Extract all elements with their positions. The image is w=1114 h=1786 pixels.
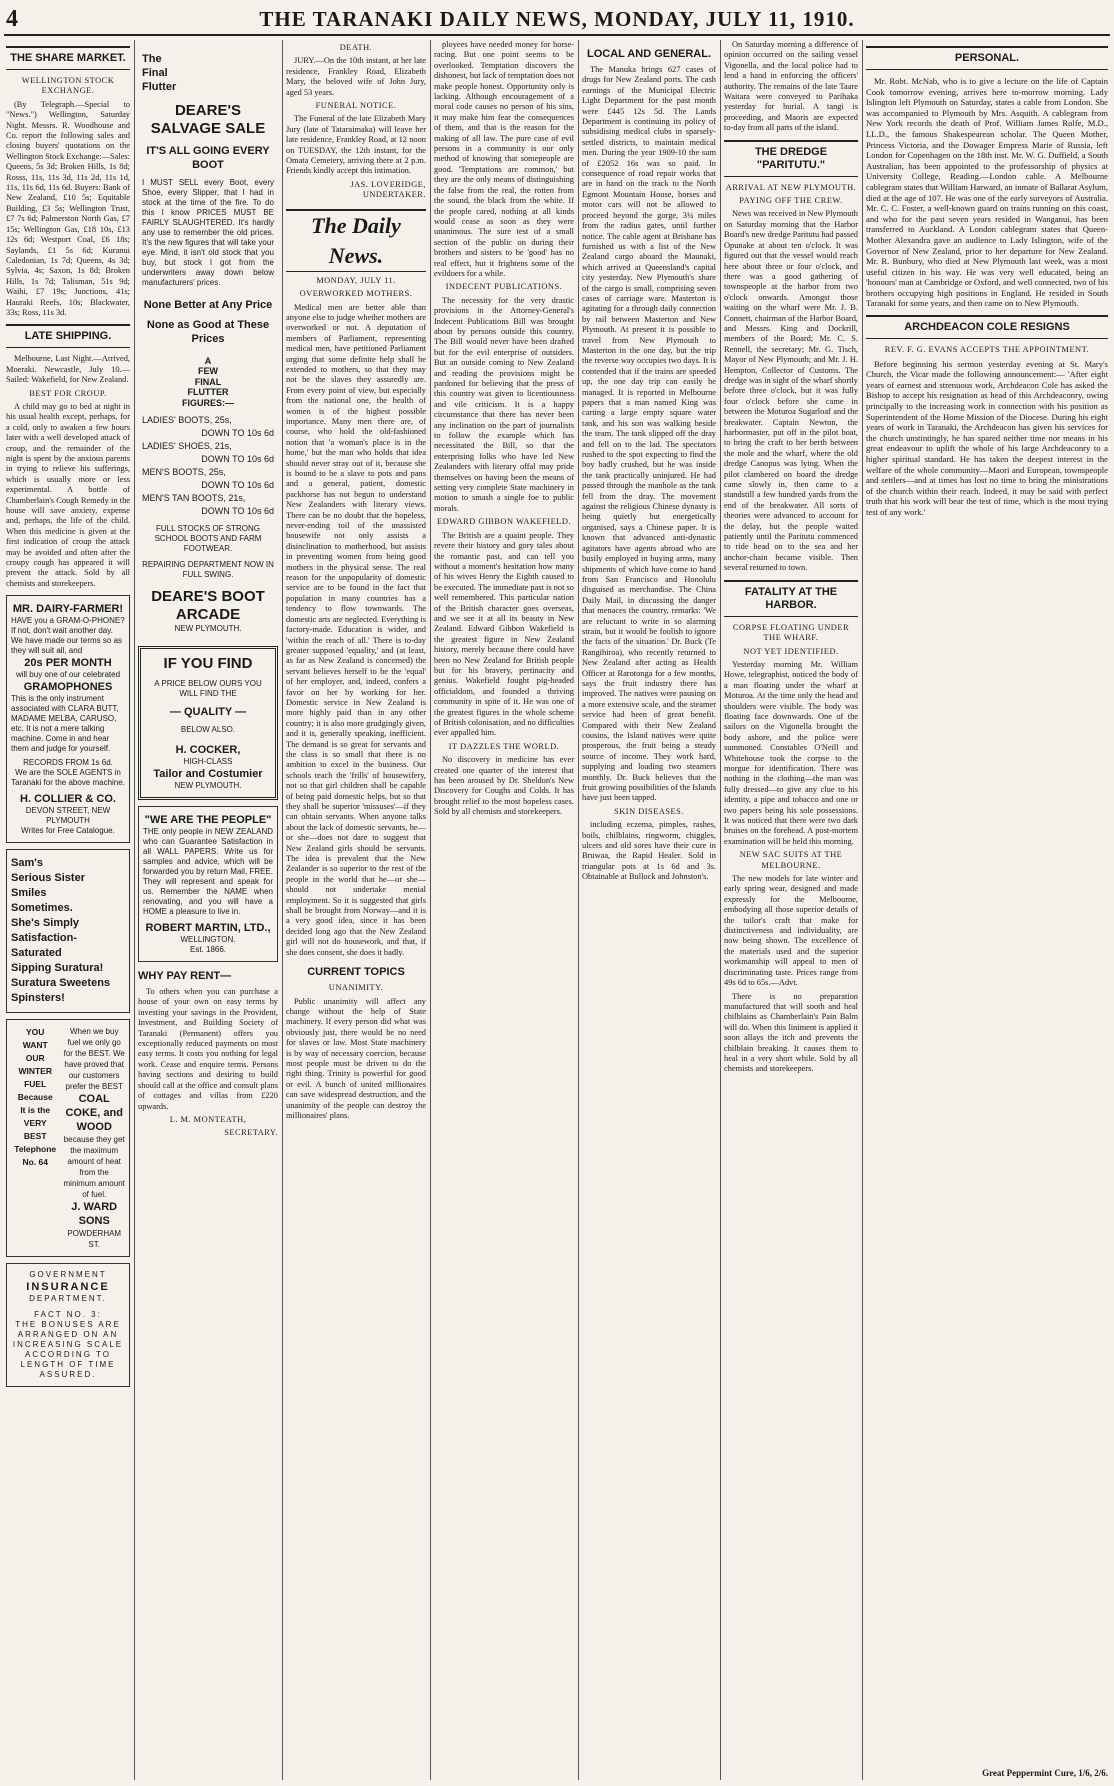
- few-figures-line: FEW: [198, 366, 218, 377]
- deare-salvage-advertisement: [138, 46, 278, 640]
- govt-heading: GOVERNMENT: [29, 1270, 107, 1280]
- cocker-trade: Tailor and Costumier: [153, 768, 263, 781]
- late-shipping-text: Melbourne, Last Night.—Arrived, Moeraki. Newcastle, July 10.—Sailed: Wakefield, for New Zealand.: [6, 354, 130, 385]
- records-price: RECORDS FROM 1s 6d.: [23, 758, 113, 768]
- martin-established: Est. 1866.: [189, 945, 227, 955]
- ward-sons: SONS: [78, 1215, 110, 1228]
- archdeacon-text: Before beginning his sermon yesterday evening at St. Mary's Church, the Vicar made the following announcement:— 'After eight years of earnest and strenuous work, Archdeacon Cole has asked the Bishop to accept his resignation as head of this Archdeaconry, owing principally to the increasing work in connection with his position as Superintendent of the Home Mission of the Diocese. During his eight years of work in Taranaki, the Archdeacon has given his services for the church unstintingly, he has spared neither time nor means in his great endeavour to uplift the whole of his large Archdeaconry to a higher spiritual standard. He has taken the deepest interest in the welfare of the whole community—Maori and European, townspeople and settlers—and at times has lost no time to bring the ministrations of the church within their reach. Indeed, it may be said with perfect truth that his work will bear the test of time, which is the most trying test of any work.': [866, 358, 1108, 517]
- few-figures-line: FLUTTER: [187, 387, 229, 398]
- suratura-advertisement: [6, 849, 130, 1013]
- if-you-find-text: A PRICE BELOW OURS YOU WILL FIND THE: [154, 679, 262, 699]
- few-figures: [142, 356, 274, 408]
- dairy-price: 20s PER MONTH: [24, 657, 112, 670]
- peppermint-cure-footer: Great Peppermint Cure, 1/6, 2/6.: [878, 1768, 1108, 1778]
- govt-fact-text: THE BONUSES ARE ARRANGED ON AN INCREASING SCALE ACCORDING TO LENGTH OF TIME ASSURED.: [12, 1320, 124, 1380]
- funeral-heading: FUNERAL NOTICE.: [315, 101, 397, 111]
- govt-department: DEPARTMENT.: [29, 1294, 107, 1304]
- govt-fact: FACT NO. 3:: [34, 1310, 102, 1320]
- suits-heading: NEW SAC SUITS AT THE MELBOURNE.: [739, 850, 843, 870]
- late-shipping-heading: LATE SHIPPING.: [6, 324, 130, 348]
- current-topics-subheading: UNANIMITY.: [328, 983, 384, 993]
- price-item: LADIES' SHOES, 21s,: [142, 441, 232, 452]
- dredge-subheading-2: PAYING OFF THE CREW.: [739, 196, 843, 206]
- death-text: JURY.—On the 10th instant, at her late residence, Frankley Road, Elizabeth Mary, the beloved wife of John Jury, aged 53 years.: [286, 56, 426, 97]
- page-number: 4: [6, 6, 18, 32]
- ward-left-line: WANT: [22, 1040, 48, 1051]
- column-3: [286, 40, 426, 1780]
- ward-left-panel: [11, 1026, 59, 1250]
- price-row: [142, 505, 274, 518]
- share-market-heading: THE SHARE MARKET.: [6, 46, 130, 70]
- ward-coke: COKE, and: [65, 1107, 123, 1120]
- suratura-line: Sam's: [11, 857, 43, 870]
- price-down: DOWN TO 10s 6d: [201, 454, 274, 465]
- people-text: THE only people in NEW ZEALAND who can Guarantee Satisfaction in all WALL PAPERS. Write us for samples and advice, which will be forwarded you by return Mail, FREE. They will represent and speak for us. Remember the NAME when renovating, and you will have a HOME a pleasure to live in.: [143, 827, 273, 917]
- death-heading: DEATH.: [339, 43, 373, 52]
- mothers-text: Medical men are better able than anyone else to judge whether mothers are overworked or not. A deputation of members of Parliament, representing medical men, have petitioned Parliament urging that some definite help shall be extended to mothers, so that they may not be the slaves they assuredly are. From every point of view, but especially from the national one, the health of women is of the highest possible importance. Many men there are, of course, who hold the old-fashioned notion that 'a woman's place is in the home,' but the man who holds that idea should never stray out of it, because she is bound to be a slave to pots and pans and a general, patient, domestic packhorse has not begun to understand New Zealanders with literary views. There can be no doubt that the hopeless, never-ending toil of the unassisted housewife not only assists a disinclination to motherhood, but assists in preventing women from being good mothers in the physical sense. The real reason for the unpopularity of domestic service are to be found in the fact that population in many countries has a tendency to flow townwards. The domestic arts are neglected. Everything is factory-made. Education is wider, and 'within the reach of all.' There is to-day greater supposed 'equality,' and (at least, as far as New Zealand is concerned) the servant believes herself to be the 'equal' of her employer, and, indeed, confers a favor on her by working for her. Domestic service in New Zealand is more highly paid than in any other country; it is also more grudgingly given, and it is, generally speaking, inefficient. The demand is so great for servants and the class is so small that there is no ambition to excel in the business. Our schools teach the 'frills' of housewifery, not so that girl children shall be capable of being paid domestic helps, but so that they shall be superior 'missuses'—if they can obtain servants. When anyone talks about the lack of domestic servants, he—or she—does not dare to suggest that New Zealand girls should be servants. The idea is prevalent that the New Zealander is so superior to the rest of the people in the world that he—or she—should not undertake menial employment. So it is suggested that girls shall be brought from Norway—and it is a very good idea, since it has been decided long ago that the New Zealand girl will not do housework, and that, if she does consent, she does it badly.: [286, 302, 426, 957]
- suratura-line: Spinsters!: [11, 992, 65, 1005]
- share-market-subheading: WELLINGTON STOCK EXCHANGE.: [21, 76, 115, 96]
- rent-role: SECRETARY.: [224, 1128, 278, 1138]
- price-row: [142, 453, 274, 466]
- dairy-farmer-text-2: will buy one of our celebrated: [15, 670, 121, 680]
- ward-address: POWDERHAM ST.: [67, 1229, 122, 1250]
- local-general-heading: LOCAL AND GENERAL.: [586, 48, 712, 60]
- column-rule: [430, 40, 431, 1780]
- ward-left-line: WINTER: [18, 1066, 52, 1077]
- rent-heading: WHY PAY RENT—: [138, 970, 232, 983]
- suratura-line: Smiles: [11, 887, 47, 900]
- sole-agents-text: We are the SOLE AGENTS in Taranaki for the above machine.: [11, 768, 125, 788]
- ward-wood: WOOD: [76, 1121, 112, 1134]
- column-6-text: On Saturday morning a difference of opinion occurred on the sailing vessel Vigonella, and the local police had to lend a hand in enforcing the officers' authority. The remains of the late Taare Waitara were conveyed to Parihaka yesterday for burial. A tangi is proceeding, and Maoris are expected to-day from all parts of the island.: [724, 40, 858, 133]
- price-list: [142, 414, 274, 518]
- ward-right-text: When we buy fuel we only go for the BEST. We have proved that our customers prefer the BEST: [63, 1027, 125, 1092]
- dredge-text: News was received in New Plymouth on Saturday morning that the Harbor Board's new dredge Paritutu had passed Opunake at about ten o'clock. It was figured out that the vessel would reach here about three or four o'clock, and there was a good gathering of townspeople at the harbor from two o'clock onwards. Amongst those waiting on the wharf were Mr. J. B. Connett, chairman of the Harbor Board, and Messrs. King and Dockrill, members of the Board; Mr. C. S. Rennell, the secretary; Mr. G. Tisch, Mayor of New Plymouth; and Mr. J. H. Hempton, Collector of Customs. The dredge was in sight of the wharf shortly before three o'clock, but it was fully four o'clock before she came in between the Moturoa Sugarloaf and the breakwater. Captain Newton, the harbormaster, put off in the pilot boat, to bring the craft to her berth between the mole and the wharf, where the old dredge Canopus was lying. When the pilot clambered on board the dredge came slowly in, then came to a standstill a few hundred yards from the end of the breakwater. All sorts of theories were advanced to account for the delay, but the people waited patiently until the Paritutu commenced to ride head on to the sea and her anchor-chain became visible. Then several returned to town.: [724, 209, 858, 573]
- suratura-line: Serious Sister: [11, 872, 85, 885]
- boot-arcade-town: NEW PLYMOUTH.: [174, 624, 242, 634]
- price-item: LADIES' BOOTS, 25s,: [142, 415, 232, 426]
- suratura-line: Sometimes.: [11, 902, 73, 915]
- government-insurance-advertisement: [6, 1263, 130, 1387]
- ward-fuel-advertisement: [6, 1019, 130, 1257]
- column-5: [582, 40, 716, 1780]
- salvage-sale-subheading: IT'S ALL GOING EVERY BOOT: [146, 145, 270, 171]
- ward-right-text: because they get the maximum amount of heat from the minimum amount of fuel.: [63, 1135, 125, 1200]
- martin-name: ROBERT MARTIN, LTD.,: [145, 922, 271, 935]
- none-good-line: None as Good at These Prices: [146, 319, 270, 345]
- croup-text: A child may go to bed at night in his usual health except, perhaps, for a cold, only to awaken a few hours later with a well developed attack of croup, and the remainder of the night is spent by the anxious parents in trying to relieve his sufferings, which is usually more or less experimental. A bottle of Chamberlain's Cough Remedy in the house will save anxiety, expense and, perhaps, the life of the child. When this medicine is given at the first indication of croup the attack may be avoided and often after the croupy cough has appeared it will prevent the attack. Sold by all chemists and storekeepers.: [6, 401, 130, 588]
- column-1: [6, 40, 130, 1780]
- gramophone-advertisement: [6, 595, 130, 843]
- final-flutter-line: Flutter: [142, 81, 177, 93]
- column-6: [724, 40, 858, 1780]
- column-4-text: ployees have needed money for horse-racing. But one point seems to be overlooked. Temptation discovers the dishonest, but lack of temptation does not make people honest. Opportunity only is lacking. Although encouragement of a moral code causes no person of his sins, it may make him fear the consequences of them, and that is the reason for the making of all law. The pure case of evil persons in a community is our only method of knowing that somepeople are good. 'Temptations are common,' but they are the only means of distinguishing the false from the real, the rotten from the sound, the black from the white. If the people cared, nothing at all kinds would cease as soon as they were unanimous. The sure test of a small section of the public on during their brothers and sisters to be 'good' has no real effect, but it frightens some of the evildoers for a while.: [434, 40, 574, 278]
- dairy-farmer-heading: MR. DAIRY-FARMER!: [12, 603, 124, 616]
- suratura-line: Sipping Suratura!: [11, 962, 104, 975]
- daily-news-nameplate: The Daily News.: [286, 209, 426, 272]
- column-rule: [134, 40, 135, 1780]
- ward-left-line: No. 64: [22, 1157, 48, 1168]
- price-row: [142, 440, 274, 453]
- martin-town: WELLINGTON.: [180, 935, 236, 945]
- archdeacon-heading: ARCHDEACON COLE RESIGNS: [866, 315, 1108, 339]
- local-general-text: The Manuka brings 627 cases of drugs for New Zealand ports. The cash earnings of the Municipal Electric Light Department for the past month were £445 12s 5d. The Lands Department is continuing its policy of subsidising medical clubs in sparsely-settled districts, to maintain medical men. During the year 1909-10 the sum of £2052 16s was so paid. In consequence of road repair works that are in hand on the track to the North Egmont Mountain House, horses and motor cars will not be allowed to proceed beyond the gorge, 3¼ miles from the radius gates, until further notice. The cable agent at Brisbane has furnished us with a list of the New Zealand cargo aboard the Maunaki, which arrived at Queensland's capital city yesterday. New Plymouth's share of the cargo is small, comprising seven cases of carriage ware. Masterton is agitating for a through daily connection by rail between Masterton and New Plymouth. At present it is possible to travel from New Plymouth to Masterton in the one day, but the trip the reverse way occupies two days. It is contended that if the trains are speeded up, the one day trip can easily be managed. It is reported in Melbourne papers that a man named King was carting a large empty square water tank, and his son was walking beside the team. The tank slipped off the dray and fell on to the lad. The spectators rushed to the spot expecting to find the boy badly crushed, but he was inside the tank practically uninjured. He had passed through the manhole as the tank fell from the dray. The movement against the religious Chinese dynasty is being quietly but energetically organised, says a Chinese paper. It is known that advanced anti-dynastic agitators have agents abroad who are busily employed in buying arms, many shipments of which have come to hand from San Francisco and Honolulu disguised as merchandise. The China Daily Mail, in discussing the danger that menaces the country, remarks: 'We are reluctant to write in so alarming strain, but it would be foolish to ignore the facts of the situation.' Dr. Buck (Te Rangihiroa), who recently returned to New Zealand after acting as Health Officer at Rarotonga for a few months, says the fruit industry there has improved. The natives were pausing on a more extensive scale, and the steamer service had been of great benefit. Compared with their New Zealand cousins, the Island natives were quite prosperous, the fruit being a steady source of income. They work hard, supplying and loading two steamers monthly. Dr. Buck believes that the fruit growing possibilities of the Islands have just been tapped.: [582, 65, 716, 803]
- price-row: [142, 492, 274, 505]
- dredge-subheading-1: ARRIVAL AT NEW PLYMOUTH.: [725, 182, 857, 192]
- column-4: [434, 40, 574, 1780]
- dairy-farmer-text: HAVE you a GRAM-O-PHONE? If not, don't wait another day. We have made our terms so as they will suit all, and: [11, 616, 125, 656]
- indecent-heading: INDECENT PUBLICATIONS.: [445, 282, 563, 292]
- salvage-sale-heading: DEARE'S SALVAGE SALE: [150, 102, 266, 137]
- if-you-find-heading: IF YOU FIND: [163, 655, 253, 673]
- funeral-text: The Funeral of the late Elizabeth Mary Jury (late of Tataraimaka) will leave her late residence, Frankley Road, at 12 noon on TUESDAY, the 12th instant, for the Omata Cemetery, arriving there at 2 p.m. Friends kindly accept this intimation.: [286, 114, 426, 176]
- funeral-signature: JAS. LOVERIDGE, UNDERTAKER.: [350, 179, 426, 200]
- fatality-heading: FATALITY AT THE HARBOR.: [724, 580, 858, 617]
- fatality-subheading-1: CORPSE FLOATING UNDER THE WHARF.: [732, 622, 850, 643]
- ward-left-line: Telephone: [14, 1144, 57, 1155]
- salvage-sale-text: I MUST SELL every Boot, every Shoe, every Slipper, that I had in stock at the time of the fire. To do this I know PRICES MUST BE FAIRLY SLAUGHTERED. It's hardly any use to remember the old prices. It's the new figures that will take your eye. Mind, it isn't old stock that you buy, but stock I got from the underwriters away down below manufacturers' prices.: [142, 178, 274, 287]
- price-item: MEN'S BOOTS, 25s,: [142, 467, 226, 478]
- ward-left-line: YOU: [25, 1027, 45, 1038]
- column-rule: [578, 40, 579, 1780]
- rent-signature: L. M. MONTEATH,: [169, 1114, 247, 1124]
- full-stocks-line: FULL STOCKS OF STRONG SCHOOL BOOTS AND FARM FOOTWEAR.: [154, 524, 262, 554]
- fatality-text: Yesterday morning Mr. William Howe, telegraphist, noticed the body of a man floating under the wharf at Moturoa. At the time only the head and shoulders were visible. The body was floating face downwards. One of the sailors on the Vigonella brought the body ashore, and the police were summoned. Constables O'Neill and Whitehouse took the corpse to the morgue for identification. There was nothing in the clothing—the man was fully dressed—to give any clue to his identity, a pipe and tobacco and one or two papers being his sole possessions. It was noticed that there were two dark bruises on the forehead. A post-mortem examination will be held this morning.: [724, 659, 858, 846]
- dazzles-text: No discovery in medicine has ever created one quarter of the interest that has been aroused by Dr. Sheldon's New Discovery for Coughs and Colds. It has brought relief to the most hopeless cases. Sold by all chemists and storekeepers.: [434, 755, 574, 817]
- none-better-line: None Better at Any Price: [143, 299, 273, 311]
- skin-diseases-text: including eczema, pimples, rashes, boils, chilblains, ringworm, chiggles, ulcers and old sores have their cure in Bruwaa, the Rapid Healer. Sold in triangular pots at 1s 6d and 3s. Obtainable at Bullock and Johnston's.: [582, 820, 716, 882]
- suits-text: The new models for late winter and early spring wear, designed and made expressly for the Melbourne, embodying all those superior details of the tailor's craft that make for distinctiveness and individuality, are now being shown. The excellence of the materials used and the superior workmanship will appeal to men of discriminating taste. Prices range from 49s 6d to 65s.—Advt.: [724, 874, 858, 988]
- ward-left-line: FUEL: [24, 1079, 47, 1090]
- repair-line: REPAIRING DEPARTMENT NOW IN FULL SWING.: [142, 560, 274, 580]
- ward-right-panel: [63, 1026, 125, 1250]
- quality-line: — QUALITY —: [169, 706, 247, 719]
- collier-address: DEVON STREET, NEW PLYMOUTH: [25, 806, 111, 826]
- skin-diseases-heading: SKIN DISEASES.: [614, 806, 684, 816]
- gramophones-heading: GRAMOPHONES: [23, 681, 113, 694]
- newspaper-title: THE TARANAKI DAILY NEWS, MONDAY, JULY 11, 1910.: [259, 7, 855, 31]
- wakefield-text: The British are a quaint people. They revere their history and gory tales about the romantic past, and can tell you without a moment's hesitation how many of his wives Henry the Eighth caused to be executed. The immediate past is not so well remembered. This particular nation of the British character goes overseas, and we see it at all its beauty in New Zealand. Edward Gibbon Wakefield is the greatest figure in New Zealand history, merely because there could have been no New Zealand for British people but for his bravery, pertinacity and genius. Wakefield fought pig-headed officialdom, and founded a thriving community in spite of it. He was one of the greatest figures in the whole scheme of British colonisation, and no difficulties ever appalled him.: [434, 530, 574, 738]
- price-row: [142, 479, 274, 492]
- cocker-town: NEW PLYMOUTH.: [174, 781, 242, 791]
- price-row: [142, 427, 274, 440]
- few-figures-line: FIGURES:—: [181, 397, 234, 408]
- price-down: DOWN TO 10s 6d: [201, 428, 274, 439]
- ward-left-line: OUR: [25, 1053, 45, 1064]
- column-2: [138, 40, 278, 1780]
- few-figures-line: FINAL: [194, 376, 222, 387]
- indecent-text: The necessity for the very drastic provisions in the Attorney-General's Indecent Publications Bill was brought about by persons outside this country. The Bill would never have been drafted but for the evil enterprise of outsiders. But an outside coming to New Zealand and reading the provisions might be pardoned for believing that the press of this country was given to licentiousness and vile criticism. It is a happy circumstance that there has never been any inclination on the part of journalists to follow the example which has necessitated the Bill, so that the enterprising folks who have led New Zealanders with literary offal may pride themselves on having been the means of setting very complete State machinery in motion to smash a single foe to public morals.: [434, 295, 574, 513]
- current-topics-text: Public unanimity will affect any change without the help of State machinery. If every person did what was obviously just, there would be no need for slaves or law. Most State machinery is by way of necessary coercion, because most people must be driven to do the right thing. Trinity is powerful for good or evil. A bunch of united millionaires can save widespread destruction, and the unanimity of the people can destroy the millionaires' plans.: [286, 996, 426, 1120]
- mothers-heading: OVERWORKED MOTHERS.: [299, 289, 413, 299]
- current-topics-heading: CURRENT TOPICS: [307, 966, 405, 979]
- ward-left-line: VERY: [23, 1118, 47, 1129]
- wakefield-heading: EDWARD GIBBON WAKEFIELD.: [437, 517, 571, 527]
- ward-left-line: It is the: [20, 1105, 51, 1116]
- personal-text: Mr. Robt. McNab, who is to give a lecture on the life of Captain Cook tomorrow evening, arrives here to-morrow morning. Lady Islington left Plymouth on Saturday, states a cable from London. She was accompanied to Plymouth by Mrs. Asquith. A cablegram from New York records the death of Prof. William James Rolfe, M.D., LL.D., the famous Shakespearean scholar. The Queen Mother, Princess Victoria, and the Dowager Empress Marie of Russia, left London for Copenhagen on the 18th inst. Mr. W. G. Duffield, a South Australian, has been appointed to the professorship of physics at University College, Reading.—London cable. A Melbourne cablegram states that William Harward, an inmate of Ballarat Asylum, died at the age of 107. He was one of the early surveyors of Australia. Mr. C. C. Foster, a well-known guard on trains running on this coast, and who for the past seven years resided in Wanganui, has been transferred to Auckland. A London cablegram states that Queen-Mother Alexandra gave an audience to Lady Islington, wife of the Governor of New Zealand, prior to her departure for New Zealand. Mr. R. Bunbury, who died at New Plymouth last week, was a most useful citizen in his way. He was very well educated, being an 'honours' man at Cambridge or Oxford, and well connected, two of his brothers occupying high positions in England. He resided in South Taranaki for some years, and then came on to New Plymouth.: [866, 76, 1108, 309]
- ward-left-line: Because: [17, 1092, 53, 1103]
- cocker-advertisement: [138, 646, 278, 800]
- price-down: DOWN TO 10s 6d: [201, 506, 274, 517]
- masthead: [4, 4, 1110, 36]
- people-heading: "WE ARE THE PEOPLE": [144, 814, 272, 827]
- final-flutter-line: The: [142, 53, 162, 65]
- dredge-heading: THE DREDGE "PARITUTU.": [724, 140, 858, 177]
- price-down: DOWN TO 10s 6d: [201, 480, 274, 491]
- price-row: [142, 466, 274, 479]
- suratura-line: Satisfaction-Saturated: [11, 932, 78, 960]
- ward-name: J. WARD: [71, 1201, 118, 1214]
- price-row: [142, 414, 274, 427]
- personal-heading: PERSONAL.: [866, 46, 1108, 70]
- cocker-class: HIGH-CLASS: [183, 757, 233, 767]
- wallpaper-advertisement: [138, 806, 278, 962]
- collier-catalogue: Writes for Free Catalogue.: [21, 826, 115, 836]
- column-rule: [282, 40, 283, 1780]
- archdeacon-subheading: REV. F. G. EVANS ACCEPTS THE APPOINTMENT.: [884, 345, 1090, 355]
- column-rule: [720, 40, 721, 1780]
- gramophones-text: This is the only instrument associated with CLARA BUTT, MADAME MELBA, CARUSO, etc. It is not a mere talking machine. Come in and hear them and judge for yourself.: [11, 694, 119, 754]
- ward-left-line: BEST: [23, 1131, 47, 1142]
- fatality-subheading-2: NOT YET IDENTIFIED.: [743, 646, 839, 656]
- editorial-dateline: MONDAY, JULY 11.: [316, 275, 396, 285]
- ward-coal: COAL: [78, 1093, 110, 1106]
- rent-text: To others when you can purchase a house of your own on easy terms by investing your savings in the Provident, Investment, and Building Society of Taranaki (Permanent) offers you exceptionally reduced payments on most easy terms. It costs you nothing for legal work. Cease and enquire terms. Persons having sections and desiring to build should call at the office and consult plans of cottages and villas from £220 upwards.: [138, 987, 278, 1111]
- column-7: [866, 40, 1108, 1780]
- govt-insurance: INSURANCE: [26, 1281, 110, 1294]
- croup-heading: BEST FOR CROUP.: [29, 388, 107, 398]
- column-rule: [862, 40, 863, 1780]
- final-flutter-line: Final: [142, 67, 168, 79]
- price-item: MEN'S TAN BOOTS, 21s,: [142, 493, 246, 504]
- cocker-name: H. COCKER,: [175, 744, 241, 757]
- dazzles-heading: IT DAZZLES THE WORLD.: [448, 741, 560, 751]
- below-also: BELOW ALSO.: [180, 725, 236, 735]
- suratura-line: Suratura Sweetens: [11, 977, 111, 990]
- share-market-text: (By Telegraph.—Special to "News.") Wellington, Saturday Night. Messrs. R. Woodhouse and Co. report the following sales and closing buyers' quotations on the Wellington Stock Exchange:—Sales: Queens, 5s 3d; Broken Hills, 1s 8d; Rosss, 11s, 11s 3d, 11s 2d, 11s 1d, 11s, 11s 6d, 11s 6d. Buyers: Bank of New Zealand, £10 5s; Equitable Building, £3 5s; Wellington Trust, £7 7s 6d; Palmerston North Gas, £7 15s; Wellington Gas, £18 10s, £13 12s 6d; Westport Coal, £6 18s; Saylands, £1 5s 6d; Kuranui Caledonian, 1s 7d; Queens, 4s 3d; Sylvia, 4s; Saxon, 1s 8d; Broken Hills, 1s 7d; Talisman, 51s 9d; Waihi, £7 19s; Junctions, 41s; Hauraki Reefs, 10s; Blackwater, 33s; Ross, 11s 3d.: [6, 99, 130, 317]
- chilblains-text: There is no preparation manufactured that will sooth and heal chilblains as Chamberlain's Pain Balm will do. When this liniment is applied it soon allays the itch and prevents the chilblain breaking. It causes them to heal in a very short while. Sold by all chemists and storekeepers.: [724, 991, 858, 1074]
- suratura-line: She's Simply: [11, 917, 80, 930]
- collier-name: H. COLLIER & CO.: [20, 793, 116, 806]
- few-figures-line: A: [204, 356, 212, 366]
- boot-arcade-heading: DEARE'S BOOT ARCADE: [151, 588, 265, 624]
